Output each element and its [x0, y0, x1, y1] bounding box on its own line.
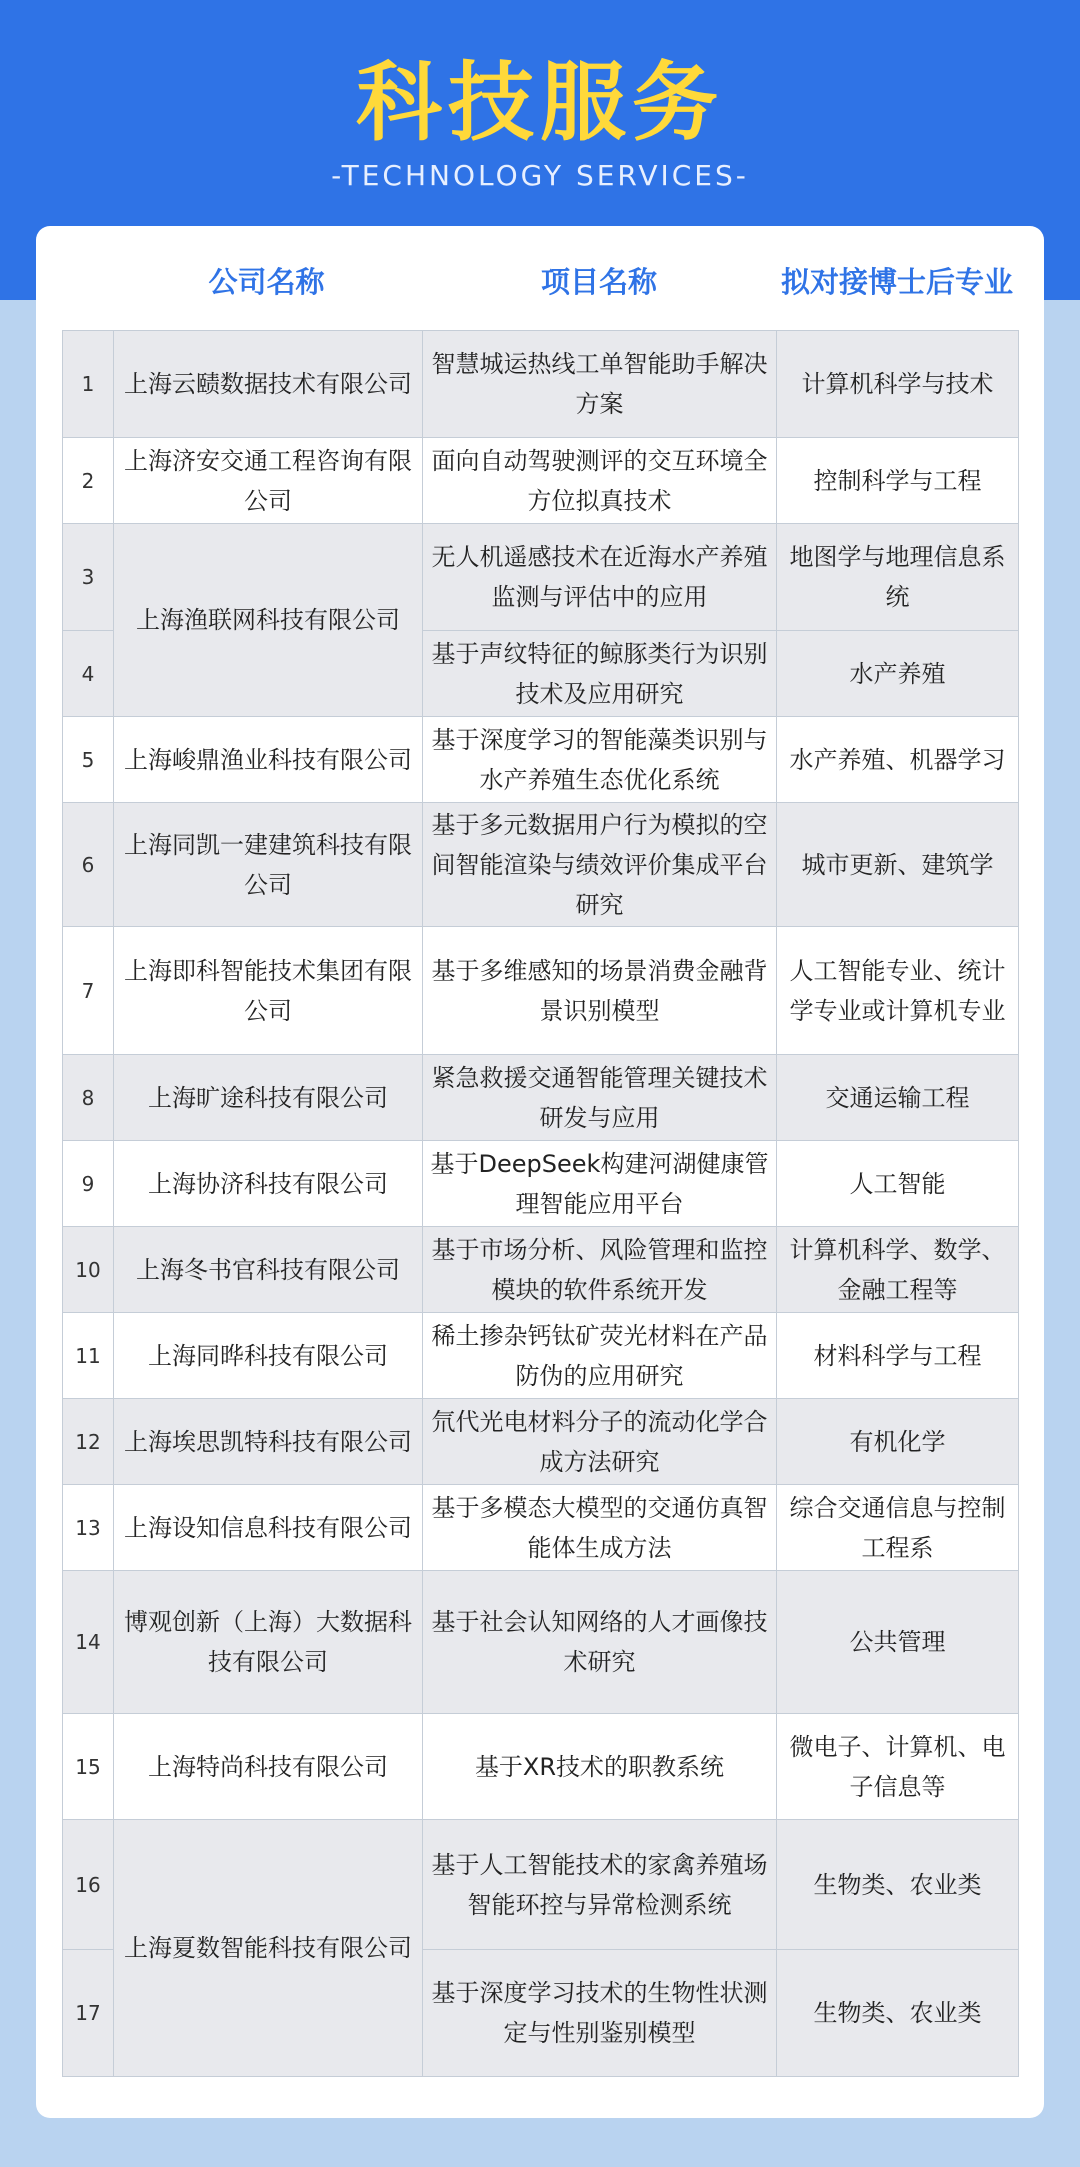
services-table [62, 330, 1019, 2077]
company-cell: 上海冬书官科技有限公司 [114, 1227, 423, 1313]
row-number: 7 [63, 927, 114, 1055]
major-cell: 生物类、农业类 [777, 1950, 1019, 2077]
page-subtitle: -TECHNOLOGY SERVICES- [331, 159, 749, 192]
major-cell: 交通运输工程 [777, 1055, 1019, 1141]
table-row [63, 1571, 1019, 1714]
major-cell: 水产养殖、机器学习 [777, 717, 1019, 803]
project-cell: 基于深度学习的智能藻类识别与水产养殖生态优化系统 [423, 717, 777, 803]
row-number: 5 [63, 717, 114, 803]
row-number: 14 [63, 1571, 114, 1714]
project-cell: 基于声纹特征的鲸豚类行为识别技术及应用研究 [423, 631, 777, 717]
project-cell: 基于社会认知网络的人才画像技术研究 [423, 1571, 777, 1714]
row-number: 16 [63, 1820, 114, 1950]
row-number: 17 [63, 1950, 114, 2077]
project-cell: 基于XR技术的职教系统 [423, 1714, 777, 1820]
major-cell: 地图学与地理信息系统 [777, 524, 1019, 631]
table-row [63, 438, 1019, 524]
row-number: 9 [63, 1141, 114, 1227]
row-number: 8 [63, 1055, 114, 1141]
major-cell: 综合交通信息与控制工程系 [777, 1485, 1019, 1571]
row-number: 10 [63, 1227, 114, 1313]
table-row [63, 1714, 1019, 1820]
project-cell: 基于深度学习技术的生物性状测定与性别鉴别模型 [423, 1950, 777, 2077]
company-cell: 上海埃思凯特科技有限公司 [114, 1399, 423, 1485]
company-cell: 上海同凯一建建筑科技有限公司 [114, 803, 423, 927]
table-row [63, 1485, 1019, 1571]
project-cell: 氘代光电材料分子的流动化学合成方法研究 [423, 1399, 777, 1485]
major-cell: 计算机科学与技术 [777, 331, 1019, 438]
table-row [63, 1227, 1019, 1313]
table-row [63, 1055, 1019, 1141]
company-cell: 上海夏数智能科技有限公司 [114, 1820, 423, 2077]
project-cell: 稀土掺杂钙钛矿荧光材料在产品防伪的应用研究 [423, 1313, 777, 1399]
project-cell: 基于市场分析、风险管理和监控模块的软件系统开发 [423, 1227, 777, 1313]
company-cell: 上海即科智能技术集团有限公司 [114, 927, 423, 1055]
table-row [63, 1313, 1019, 1399]
table-row [63, 717, 1019, 803]
project-cell: 基于DeepSeek构建河湖健康管理智能应用平台 [423, 1141, 777, 1227]
table-row [63, 1820, 1019, 1950]
row-number: 6 [63, 803, 114, 927]
column-header-company: 公司名称 [208, 265, 325, 299]
company-cell: 博观创新（上海）大数据科技有限公司 [114, 1571, 423, 1714]
row-number: 12 [63, 1399, 114, 1485]
project-cell: 基于多元数据用户行为模拟的空间智能渲染与绩效评价集成平台研究 [423, 803, 777, 927]
major-cell: 计算机科学、数学、金融工程等 [777, 1227, 1019, 1313]
major-cell: 城市更新、建筑学 [777, 803, 1019, 927]
project-cell: 智慧城运热线工单智能助手解决方案 [423, 331, 777, 438]
major-cell: 控制科学与工程 [777, 438, 1019, 524]
row-number: 2 [63, 438, 114, 524]
major-cell: 水产养殖 [777, 631, 1019, 717]
page-title: 科技服务 [356, 53, 724, 153]
project-cell: 基于多模态大模型的交通仿真智能体生成方法 [423, 1485, 777, 1571]
table-row [63, 1399, 1019, 1485]
project-cell: 无人机遥感技术在近海水产养殖监测与评估中的应用 [423, 524, 777, 631]
company-cell: 上海云赜数据技术有限公司 [114, 331, 423, 438]
project-cell: 基于多维感知的场景消费金融背景识别模型 [423, 927, 777, 1055]
major-cell: 公共管理 [777, 1571, 1019, 1714]
table-row [63, 331, 1019, 438]
company-cell: 上海旷途科技有限公司 [114, 1055, 423, 1141]
company-cell: 上海特尚科技有限公司 [114, 1714, 423, 1820]
company-cell: 上海渔联网科技有限公司 [114, 524, 423, 717]
table-row [63, 803, 1019, 927]
company-cell: 上海协济科技有限公司 [114, 1141, 423, 1227]
project-cell: 基于人工智能技术的家禽养殖场智能环控与异常检测系统 [423, 1820, 777, 1950]
major-cell: 人工智能 [777, 1141, 1019, 1227]
major-cell: 微电子、计算机、电子信息等 [777, 1714, 1019, 1820]
row-number: 1 [63, 331, 114, 438]
project-cell: 紧急救援交通智能管理关键技术研发与应用 [423, 1055, 777, 1141]
row-number: 4 [63, 631, 114, 717]
table-row [63, 524, 1019, 631]
company-cell: 上海同晔科技有限公司 [114, 1313, 423, 1399]
row-number: 11 [63, 1313, 114, 1399]
row-number: 13 [63, 1485, 114, 1571]
row-number: 3 [63, 524, 114, 631]
major-cell: 材料科学与工程 [777, 1313, 1019, 1399]
column-header-project: 项目名称 [540, 265, 657, 299]
major-cell: 人工智能专业、统计学专业或计算机专业 [777, 927, 1019, 1055]
table-row [63, 927, 1019, 1055]
company-cell: 上海设知信息科技有限公司 [114, 1485, 423, 1571]
company-cell: 上海济安交通工程咨询有限公司 [114, 438, 423, 524]
major-cell: 生物类、农业类 [777, 1820, 1019, 1950]
column-header-major: 拟对接博士后专业 [780, 265, 1013, 299]
company-cell: 上海峻鼎渔业科技有限公司 [114, 717, 423, 803]
table-row [63, 1141, 1019, 1227]
row-number: 15 [63, 1714, 114, 1820]
project-cell: 面向自动驾驶测评的交互环境全方位拟真技术 [423, 438, 777, 524]
major-cell: 有机化学 [777, 1399, 1019, 1485]
